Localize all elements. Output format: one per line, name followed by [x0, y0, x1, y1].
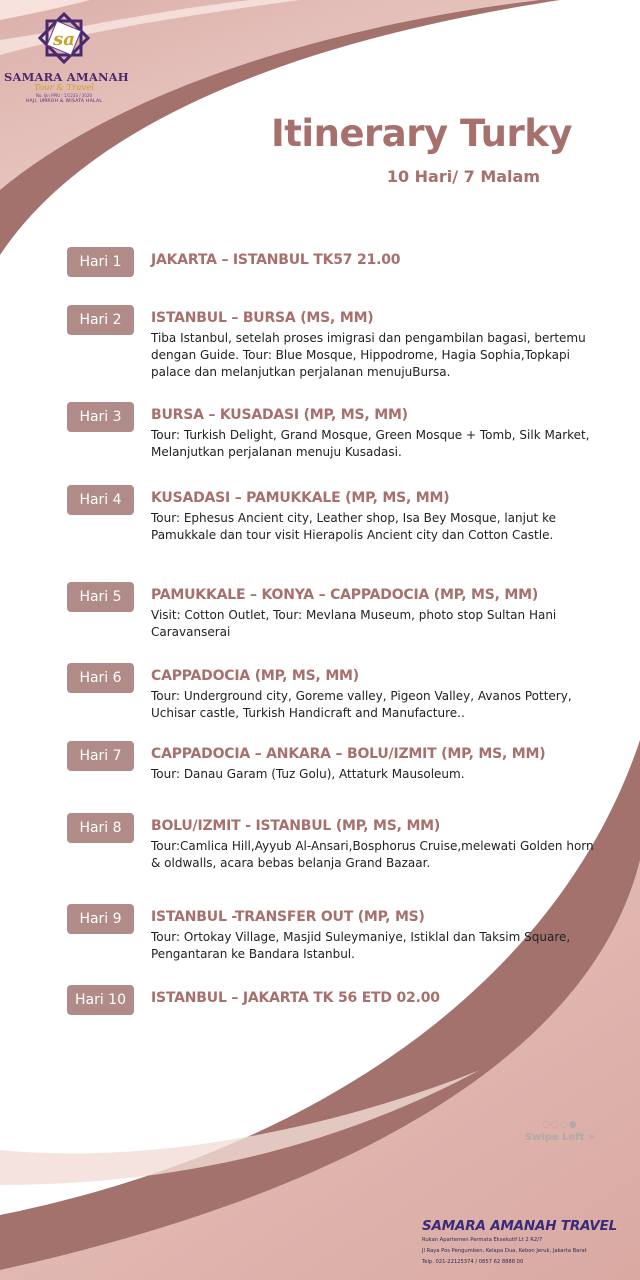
footer-company: SAMARA AMANAH TRAVEL — [422, 1218, 618, 1234]
day-badge: Hari 5 — [67, 582, 134, 612]
day-description: Tiba Istanbul, setelah proses imigrasi dan pengambilan bagasi, bertemu dengan Guide. Tour: Blue Mosque, Hippodrome, Hagia Sophia,Topkapi palace dan melanjutkan perjalanan menujuBursa. — [151, 331, 586, 379]
swipe-label: Swipe Left — [524, 1132, 585, 1143]
double-chevron-right-icon: » — [587, 1130, 595, 1143]
brand-logo — [4, 8, 129, 108]
day-badge: Hari 6 — [67, 663, 134, 693]
brand-services: HAJI, UMROH & WISATA HALAL — [25, 99, 103, 104]
day-description: Tour: Ephesus Ancient city, Leather shop, Isa Bey Mosque, lanjut ke Pamukkale dan tour visit Hierapolis Ancient city dan Cotton Castle. — [151, 511, 556, 542]
day-description: Tour: Turkish Delight, Grand Mosque, Green Mosque + Tomb, Silk Market, Melanjutkan perjalanan menuju Kusadasi. — [151, 428, 590, 459]
day-description: Tour: Underground city, Goreme valley, Pigeon Valley, Avanos Pottery, Uchisar castle, Turkish Handicraft and Manufacture.. — [151, 689, 572, 720]
brand-name: SAMARA AMANAH — [4, 70, 129, 84]
brand-license: No. Ijin PPIU : 1/1233 / 2020 — [35, 93, 93, 98]
page-subtitle: 10 Hari/ 7 Malam — [386, 167, 540, 186]
brand-tagline: Tour & Travel — [34, 83, 94, 93]
day-badge: Hari 9 — [67, 904, 134, 934]
day-title: ISTANBUL – BURSA (MS, MM) — [151, 310, 374, 326]
day-title: CAPPADOCIA (MP, MS, MM) — [151, 668, 359, 684]
day-badge: Hari 10 — [67, 985, 134, 1015]
swipe-hint[interactable] — [525, 1120, 595, 1143]
day-badge: Hari 1 — [67, 247, 134, 277]
day-title: KUSADASI – PAMUKKALE (MP, MS, MM) — [151, 490, 450, 506]
pager-dots-icon: ○○○● — [542, 1120, 578, 1130]
day-title: PAMUKKALE – KONYA – CAPPADOCIA (MP, MS, MM) — [151, 587, 539, 603]
day-badge: Hari 2 — [67, 305, 134, 335]
footer-contact — [422, 1218, 638, 1267]
footer-address-line-2: Jl Raya Pos Pengumben, Kelapa Dua, Kebon Jeruk, Jakarta Barat — [422, 1248, 587, 1254]
svg-text:sa: sa — [53, 29, 75, 50]
day-title: ISTANBUL -TRANSFER OUT (MP, MS) — [151, 909, 425, 925]
day-description: Tour:Camlica Hill,Ayyub Al-Ansari,Bosphorus Cruise,melewati Golden horn & oldwalls, acara bebas belanja Grand Bazaar. — [151, 839, 594, 870]
day-title: CAPPADOCIA – ANKARA – BOLU/IZMIT (MP, MS, MM) — [151, 746, 546, 762]
day-badge: Hari 7 — [67, 741, 134, 771]
day-description: Tour: Ortokay Village, Masjid Suleymaniye, Istiklal dan Taksim Square, Pengantaran ke Bandara Istanbul. — [151, 930, 571, 961]
page-title: Itinerary Turky — [270, 112, 572, 155]
day-title: BURSA – KUSADASI (MP, MS, MM) — [151, 407, 408, 423]
day-title: ISTANBUL – JAKARTA TK 56 ETD 02.00 — [151, 990, 440, 1006]
star-emblem-icon — [34, 8, 94, 68]
day-title: BOLU/IZMIT - ISTANBUL (MP, MS, MM) — [151, 818, 441, 834]
day-badge: Hari 3 — [67, 402, 134, 432]
footer-address-line-1: Rukan Apartemen Permata Eksekutif Lt 2 R2/7 — [422, 1237, 543, 1243]
day-title: JAKARTA – ISTANBUL TK57 21.00 — [151, 252, 401, 268]
day-badge: Hari 8 — [67, 813, 134, 843]
day-description: Tour: Danau Garam (Tuz Golu), Attaturk Mausoleum. — [151, 767, 465, 781]
footer-phone: Telp. 021-22125374 / 0857 62 8888 00 — [422, 1259, 524, 1265]
day-badge: Hari 4 — [67, 485, 134, 515]
day-description: Visit: Cotton Outlet, Tour: Mevlana Museum, photo stop Sultan Hani Caravanserai — [151, 608, 557, 639]
